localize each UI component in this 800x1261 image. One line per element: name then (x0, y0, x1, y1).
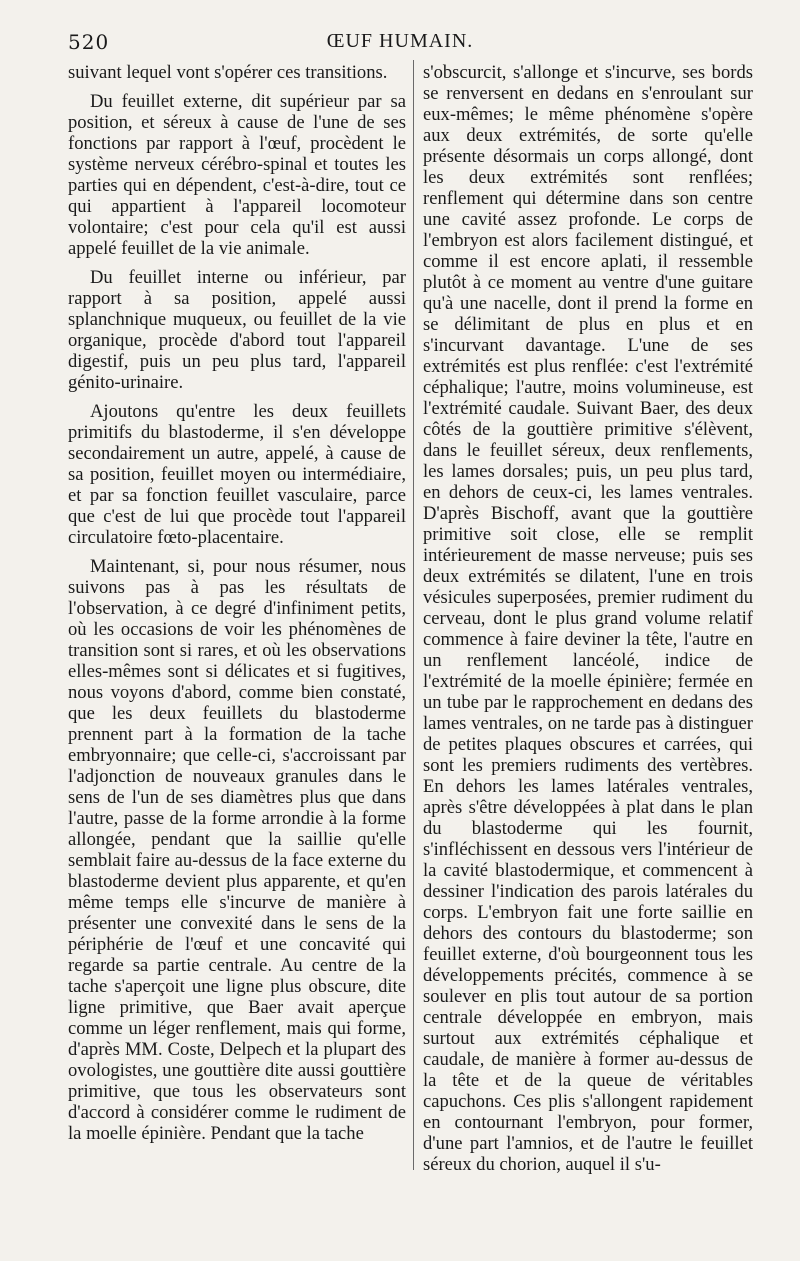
paragraph: suivant lequel vont s'opérer ces transitions. (68, 62, 388, 83)
page-number: 520 (68, 30, 110, 54)
column-divider (413, 60, 414, 1170)
paragraph: Du feuillet interne ou inférieur, par rapport à sa position, appelé aussi splanchnique muqueux, ou feuillet de la vie organique, procède d'abord tout l'appareil digestif, puis un peu plus tard, l'appareil génito-urinaire. (68, 267, 406, 393)
left-column (68, 62, 406, 1152)
running-title: ŒUF HUMAIN. (326, 30, 474, 52)
paragraph: Du feuillet externe, dit supérieur par sa position, et séreux à cause de l'une de ses fonctions par rapport à l'œuf, procèdent le système nerveux cérébro-spinal et toutes les parties qui en dépendent, c'est-à-dire, tout ce qui appartient à l'appareil locomoteur volontaire; c'est pour cela qu'il est aussi appelé feuillet de la vie animale. (68, 91, 406, 259)
paragraph: s'obscurcit, s'allonge et s'incurve, ses bords se renversent en dedans en s'enroulant sur eux-mêmes; le même phénomène s'opère aux deux extrémités, de sorte qu'elle présente désormais un corps allongé, dont les deux extrémités sont renflées; renflement qui détermine dans son centre une cavité assez profonde. Le corps de l'embryon est alors facilement distingué, et comme il est encore aplati, il ressemble plutôt à ce moment au ventre d'une guitare qu'à une nacelle, dont il prend la forme en se délimitant de plus en plus et en s'incurvant davantage. L'une de ses extrémités est plus renflée: c'est l'extrémité céphalique; l'autre, moins volumineuse, est l'extrémité caudale. Suivant Baer, des deux côtés de la gouttière primitive s'élèvent, dans le feuillet séreux, deux renflements, les lames dorsales; puis, un peu plus tard, en dehors de ceux-ci, les lames ventrales. D'après Bischoff, avant que la gouttière primitive soit close, elle se remplit intérieurement de masse nerveuse; puis ses deux extrémités se dilatent, l'une en trois vésicules superposées, premier rudiment du cerveau, dont le plus grand volume relatif commence à faire deviner la tête, l'autre en un renflement lancéolé, indice de l'extrémité de la moelle épinière; fermée en un tube par le rapprochement en dedans des lames ventrales, on ne tarde pas à distinguer de petites plaques obscures et carrées, qui sont les premiers rudiments des vertèbres. En dehors les lames latérales ventrales, après s'être développées à plat dans le plan du blastoderme qui les fournit, s'infléchissent en dessous vers l'intérieur de la cavité blastodermique, et commencent à dessiner l'indication des parois latérales du corps. L'embryon fait une forte saillie en dehors des contours du blastoderme; son feuillet externe, d'où bourgeonnent tous les développements précités, commence à se soulever en plis tout autour de sa portion centrale développée en embryon, mais surtout aux extrémités céphalique et caudale, de manière à former au-dessus de la tête et de la queue de véritables capuchons. Ces plis s'allongent rapidement en contournant l'embryon, pour former, d'une part l'amnios, et de l'autre le feuillet séreux du chorion, auquel il s'u- (423, 62, 753, 1175)
right-column (423, 62, 753, 1175)
paragraph: Ajoutons qu'entre les deux feuillets primitifs du blastoderme, il s'en développe secondairement un autre, appelé, à cause de sa position, feuillet moyen ou intermédiaire, et par sa fonction feuillet vasculaire, parce que c'est de lui que procède tout l'appareil circulatoire fœto-placentaire. (68, 401, 406, 548)
page-header (0, 30, 800, 58)
paragraph: Maintenant, si, pour nous résumer, nous suivons pas à pas les résultats de l'observation, à ce degré d'infiniment petits, où les occasions de voir les phénomènes de transition sont si rares, et où les observations elles-mêmes sont si délicates et si fugitives, nous voyons d'abord, comme bien constaté, que les deux feuillets du blastoderme prennent part à la formation de la tache embryonnaire; que celle-ci, s'accroissant par l'adjonction de nouveaux granules dans le sens de l'un de ses diamètres plus que dans l'autre, passe de la forme arrondie à la forme allongée, pendant que la saillie qu'elle semblait faire au-dessus de la face externe du blastoderme devient plus apparente, et qu'en même temps elle s'incurve de manière à présenter une convexité dans le sens de la périphérie de l'œuf et une concavité qui regarde sa partie centrale. Au centre de la tache s'aperçoit une ligne plus obscure, dite ligne primitive, que Baer avait aperçue comme un léger renflement, mais qui forme, d'après MM. Coste, Delpech et la plupart des ovologistes, une gouttière dite aussi gouttière primitive, que tous les observateurs sont d'accord à considérer comme le rudiment de la moelle épinière. Pendant que la tache (68, 556, 406, 1144)
